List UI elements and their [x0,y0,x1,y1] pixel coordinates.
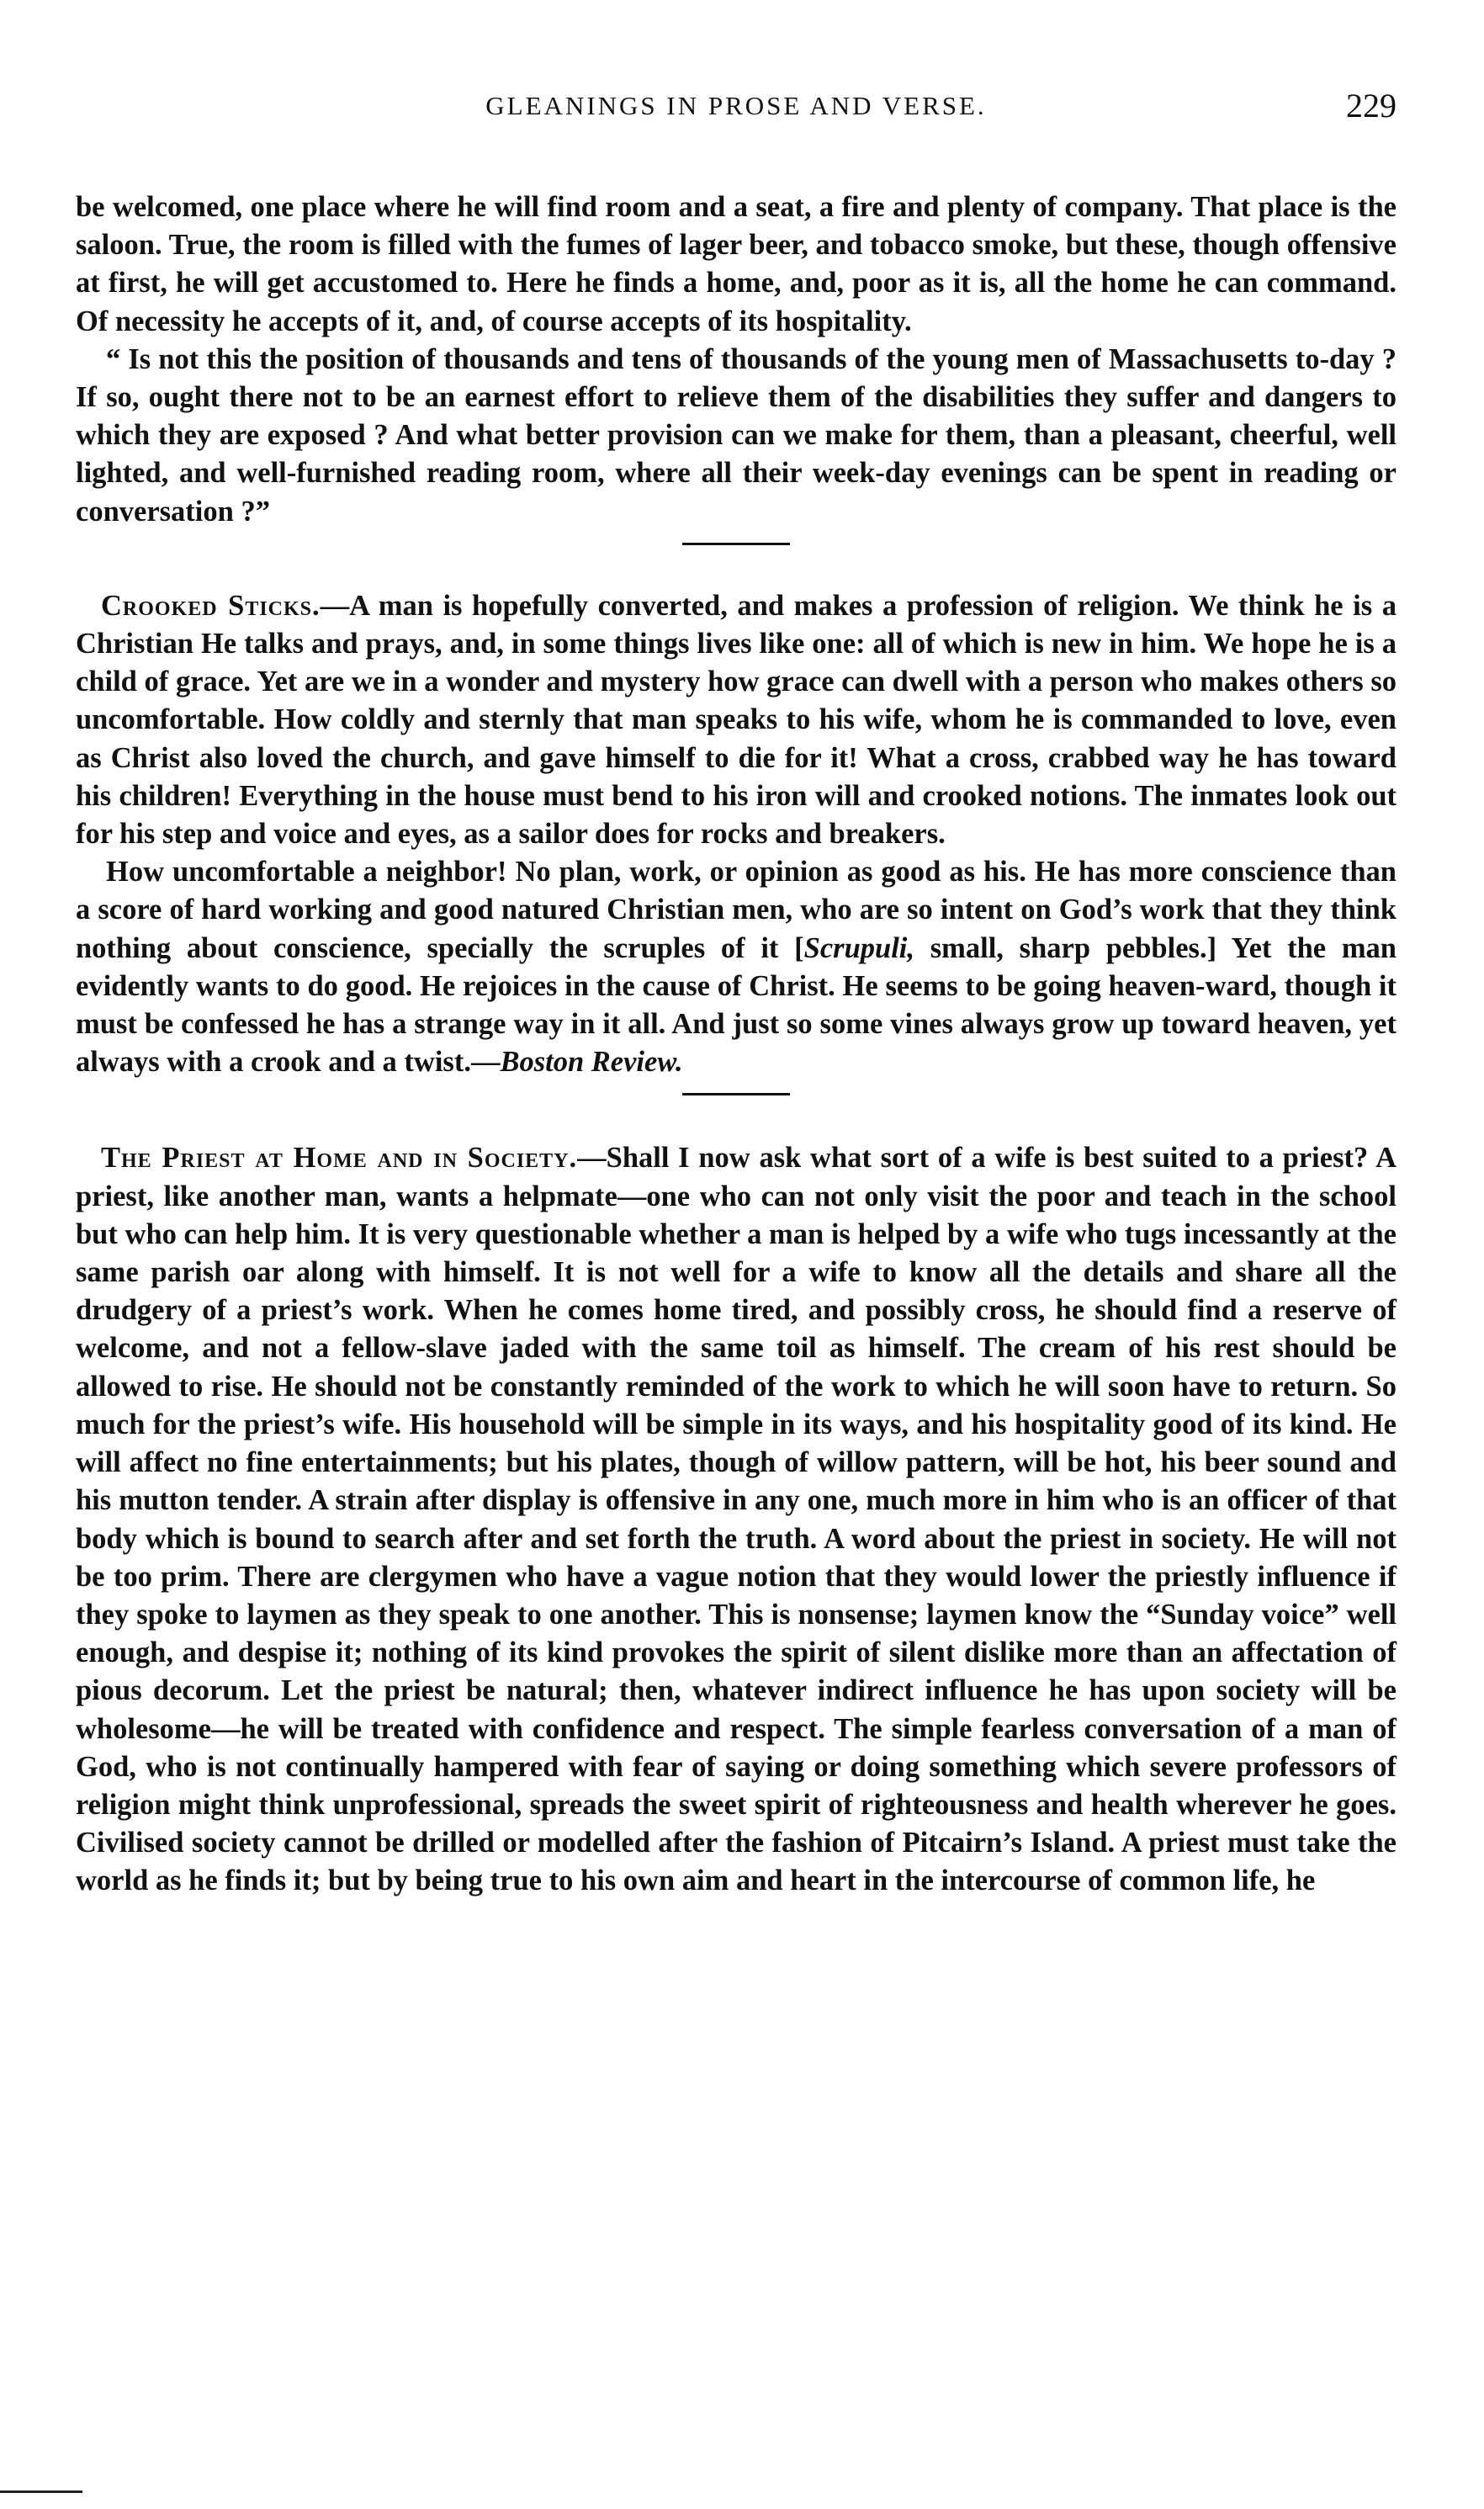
page-number: 229 [1346,87,1397,125]
crooked-sticks-heading: Crooked Sticks. [101,589,321,622]
priest-heading: The Priest at Home and in Society. [101,1142,578,1175]
page-header [76,87,1397,141]
crooked-sticks-paragraph-1 [76,587,1397,853]
page-body [76,188,1397,1901]
crooked-sticks-text-1: —A man is hopefully converted, and makes a profession of religion. We think he is a Christian He talks and prays, and, in some things lives like one: all of which is new in him. We hope he is a child of grace. Yet are we in a wonder and mystery how grace can dwell with a person who makes others so uncomfortable. How coldly and sternly that man speaks to his wife, whom he is commanded to love, even as Christ also loved the church, and gave himself to die for it! What a cross, crabbed way he has toward his children! Everything in the house must bend to his iron will and crooked notions. The inmates look out for his step and voice and eyes, as a sailor does for rocks and breakers. [76,589,1397,851]
latin-term: Scrupuli, [803,931,914,964]
saloon-paragraph-1: be welcomed, one place where he will find room and a seat, a fire and plenty of company. That place is the saloon. True, the room is filled with the fumes of lager beer, and tobacco smoke, but these, though offensive at first, he will get accustomed to. Here he finds a home, and, poor as it is, all the home he can command. Of necessity he accepts of it, and, of course accepts of its hospitality. [76,191,1397,337]
saloon-paragraph-2: “ Is not this the position of thousands and tens of thousands of the young men of Massachusetts to-day ? If so, ought there not to be an earnest effort to relieve them of the disabilities they suffer and dangers to which they are exposed ? And what better provision can we make for them, than a pleasant, cheerful, well lighted, and well-furnished reading room, where all their week-day evenings can be spent in reading or conversation ?” [76,342,1397,528]
crooked-sticks-paragraph-2 [76,853,1397,1081]
section-divider-1 [682,543,790,545]
bottom-edge-mark [0,2490,82,2493]
crooked-sticks-text-2b: small, sharp pebbles.] Yet the man evidently wants to do good. He rejoices in the cause of Christ. He seems to be going heaven-ward, though it must be confessed he has a strange way in it all. And just so some vines always grow up toward heaven, yet always with a crook and a twist.— [76,931,1397,1079]
crooked-sticks-text-2a: How uncomfortable a neighbor! No plan, work, or opinion as good as his. He has more conscience than a score of hard working and good natured Christian men, who are so intent on God’s work that they think nothing about conscience, specially the scruples of it [ [76,856,1397,964]
section-divider-2 [682,1093,790,1095]
source-citation: Boston Review. [500,1046,683,1079]
priest-text: —Shall I now ask what sort of a wife is best suited to a priest? A priest, like another man, wants a helpmate—one who can not only visit the poor and teach in the school but who can help him. It is very questionable whether a man is helped by a wife who tugs incessantly at the same parish oar along with himself. It is not well for a wife to know all the details and share all the drudgery of a priest’s work. When he comes home tired, and possibly cross, he should find a reserve of welcome, and not a fellow-slave jaded with the same toil as himself. The cream of his rest should be allowed to rise. He should not be constantly reminded of the work to which he will soon have to return. So much for the priest’s wife. His household will be simple in its ways, and his hospitality good of its kind. He will affect no fine entertainments; but his plates, though of willow pattern, will be hot, his beer sound and his mutton tender. A strain after display is offensive in any one, much more in him who is an officer of that body which is bound to search after and set forth the truth. A word about the priest in society. He will not be too prim. There are clergymen who have a vague notion that they would lower the priestly influence if they spoke to laymen as they speak to one another. This is nonsense; laymen know the “Sunday voice” well enough, and despise it; nothing of its kind provokes the spirit of silent dislike more than an affectation of pious decorum. Let the priest be natural; then, whatever indirect influence he has upon society will be wholesome—he will be treated with confidence and respect. The simple fearless conversation of a man of God, who is not continually hampered with fear of saying or doing something which severe professors of religion might think unprofessional, spreads the sweet spirit of righteousness and health wherever he goes. Civilised society cannot be drilled or modelled after the fashion of Pitcairn’s Island. A priest must take the world as he finds it; but by being true to his own aim and heart in the intercourse of common life, he [76,1142,1397,1897]
running-title: GLEANINGS IN PROSE AND VERSE. [485,91,987,120]
priest-paragraph [76,1139,1397,1900]
